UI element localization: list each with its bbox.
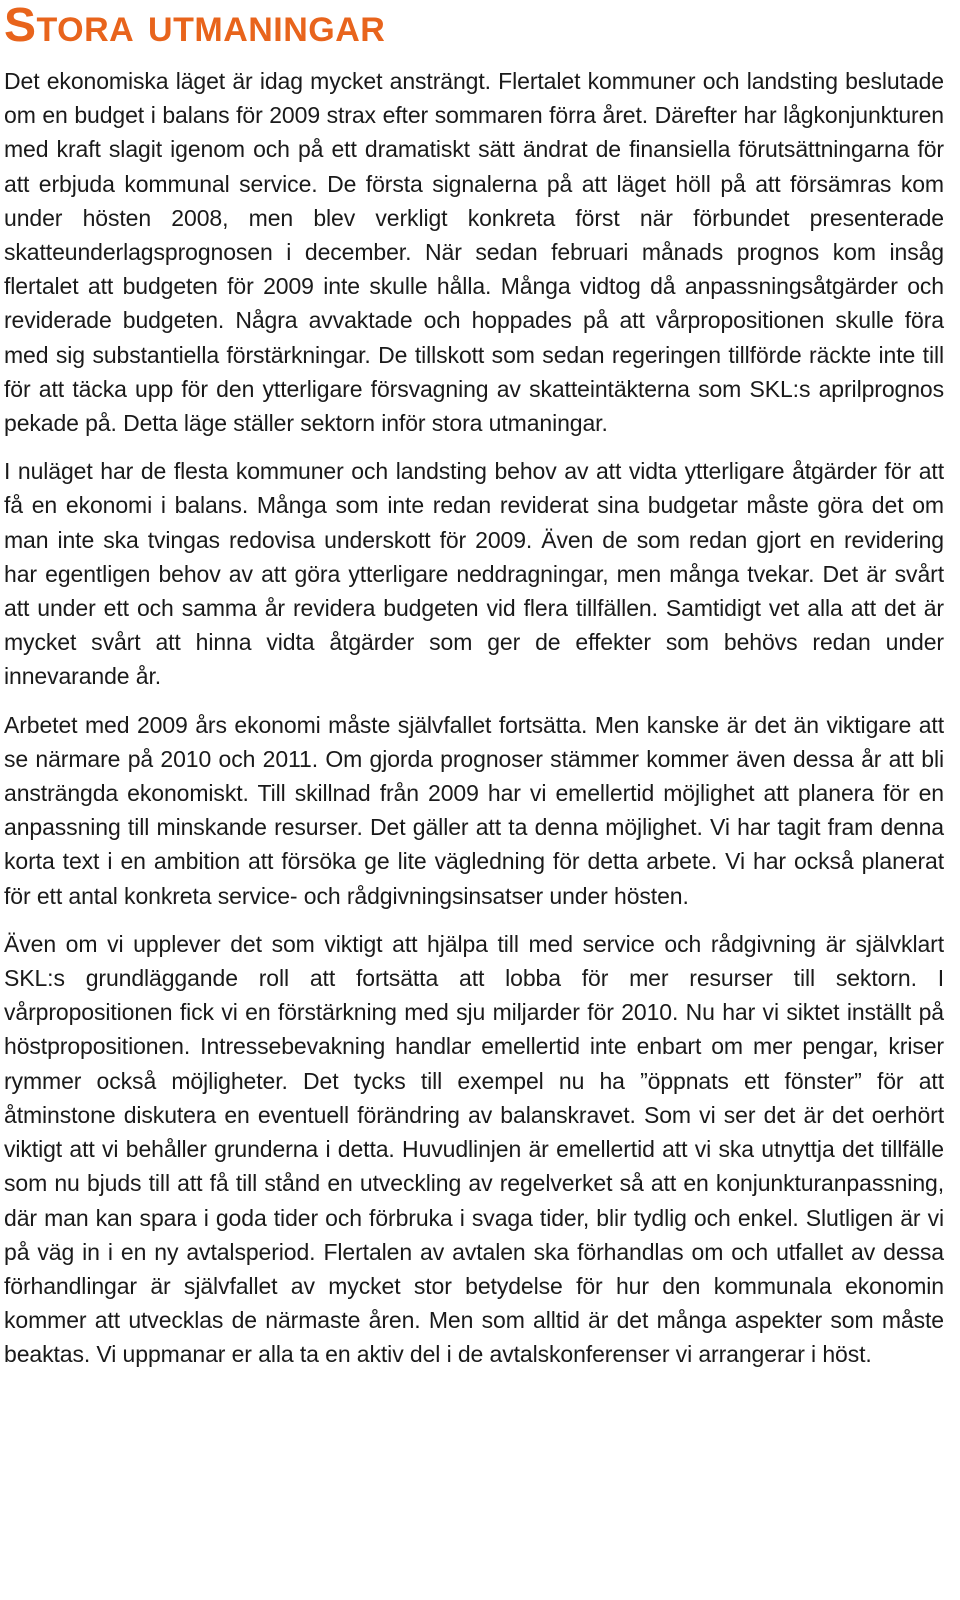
paragraph-economic-situation: Det ekonomiska läget är idag mycket ansträngt. Flertalet kommuner och landsting beslutade om en budget i balans för 2009 strax efter sommaren förra året. Därefter har lågkonjunkturen med kraft slagit igenom och på ett dramatiskt sätt ändrat de finansiella förutsättningarna för att erbjuda kommunal service. De första signalerna på att läget höll på att försämras kom under hösten 2008, men blev verkligt konkreta först när förbundet presenterade skatteunderlagsprognosen i december. När sedan februari månads prognos kom insåg flertalet att budgeten för 2009 inte skulle hålla. Många vidtog då anpassningsåtgärder och reviderade budgeten. Några avvaktade och hoppades på att vårpropositionen skulle föra med sig substantiella förstärkningar. De tillskott som sedan regeringen tillförde räckte inte till för att täcka upp för den ytterligare försvagning av skatteintäkterna som SKL:s aprilprognos pekade på. Detta läge ställer sektorn inför stora utmaningar. — [4, 68, 944, 437]
paragraph-future-years: Arbetet med 2009 års ekonomi måste självfallet fortsätta. Men kanske är det än viktigare att se närmare på 2010 och 2011. Om gjorda prognoser stämmer kommer även dessa år att bli ansträngda ekonomiskt. Till skillnad från 2009 har vi emellertid möjlighet att planera för en anpassning till minskande resurser. Det gäller att ta denna möjlighet. Vi har tagit fram denna korta text i en ambition att försöka ge lite vägledning för detta arbete. Vi har också planerat för ett antal konkreta service- och rådgivningsinsatser under hösten. — [4, 711, 944, 909]
document-page — [4, 0, 944, 1372]
paragraph-advocacy: Även om vi upplever det som viktigt att hjälpa till med service och rådgivning är självklart SKL:s grundläggande roll att fortsätta att lobba för mer resurser till sektorn. I vårpropositionen fick vi en förstärkning med sju miljarder för 2010. Nu har vi siktet inställt på höstpropositionen. Intressebevakning handlar emellertid inte enbart om mer pengar, kriser rymmer också möjligheter. Det tycks till exempel nu ha ”öppnats ett fönster” för att åtminstone diskutera en eventuell förändring av balanskravet. Som vi ser det är det oerhört viktigt att vi behåller grunderna i detta. Huvudlinjen är emellertid att vi ska utnyttja det tillfälle som nu bjuds till att få till stånd en utveckling av regelverket så att en konjunkturanpassning, där man kan spara i goda tider och förbruka i svaga tider, blir tydlig och enkel. Slutligen är vi på väg in i en ny avtalsperiod. Flertalen av avtalen ska förhandlas om och utfallet av dessa förhandlingar är självfallet av mycket stor betydelse för hur den kommunala ekonomin kommer att utvecklas de närmaste åren. Men som alltid är det många aspekter som måste beaktas. Vi uppmanar er alla ta en aktiv del i de avtalskonferenser vi arrangerar i höst. — [4, 930, 944, 1368]
section-heading: Stora utmaningar — [4, 0, 386, 52]
paragraph-current-measures: I nuläget har de flesta kommuner och landsting behov av att vidta ytterligare åtgärder för att få en ekonomi i balans. Många som inte redan reviderat sina budgetar måste göra det om man inte ska tvingas redovisa underskott för 2009. Även de som redan gjort en revidering har egentligen behov av att göra ytterligare neddragningar, men många tvekar. Det är svårt att under ett och samma år revidera budgeten vid flera tillfällen. Samtidigt vet alla att det är mycket svårt att hinna vidta åtgärder som ger de effekter som behövs redan under innevarande år. — [4, 458, 944, 690]
